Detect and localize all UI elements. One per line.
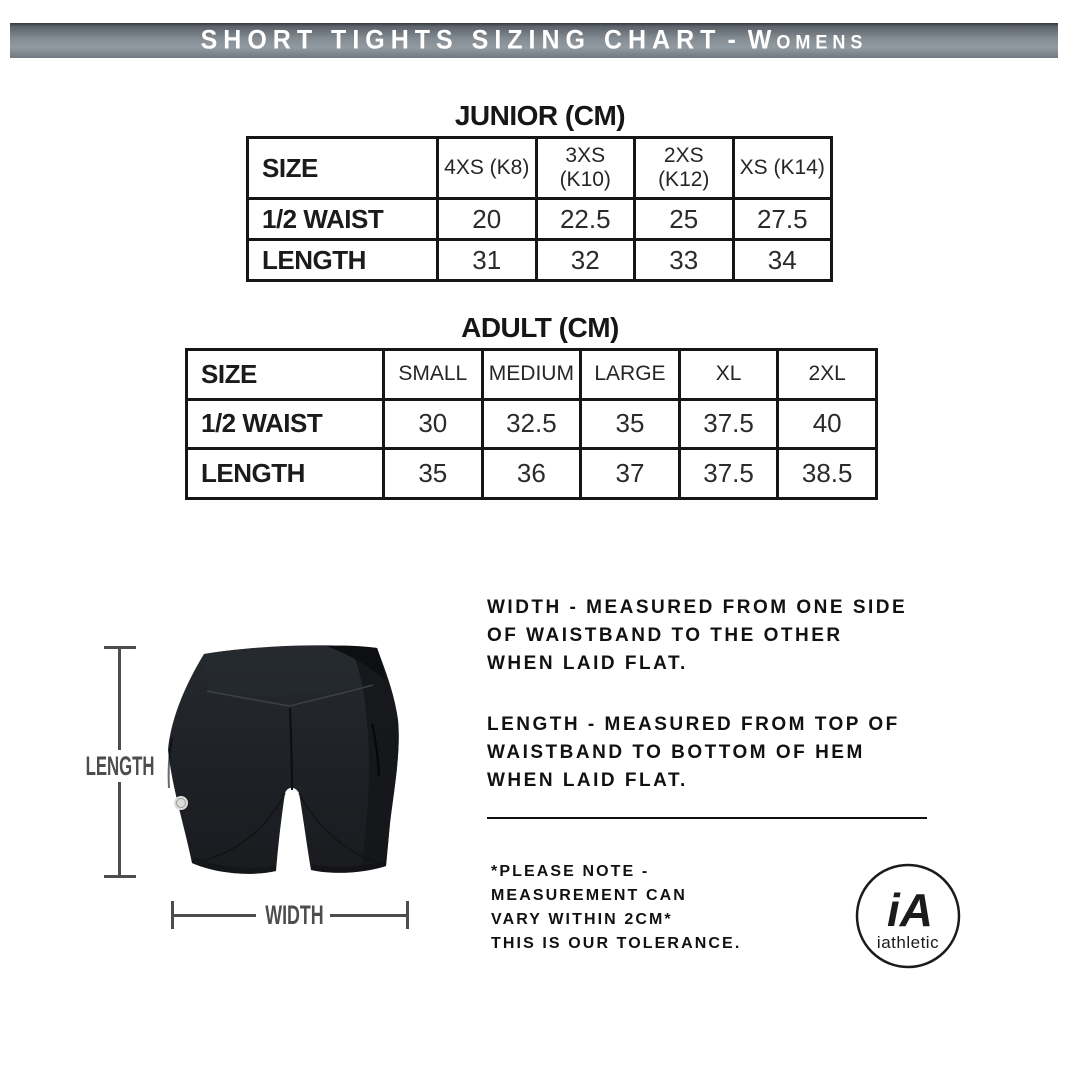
table-header-row — [248, 138, 832, 199]
text-line: OF WAISTBAND TO THE OTHER — [487, 625, 843, 646]
value-cell: 20 — [438, 199, 537, 240]
text-line: LENGTH - MEASURED FROM TOP OF — [487, 714, 900, 735]
row-label-cell: SIZE — [187, 350, 384, 400]
adult-table-title: ADULT (CM) — [461, 312, 619, 343]
width-line-right-cap — [406, 901, 409, 929]
size-header-cell: XS (K14) — [733, 138, 832, 199]
logo-mark: iA — [887, 884, 933, 936]
value-cell: 31 — [438, 240, 537, 281]
adult-size-table — [185, 348, 878, 500]
value-cell: 27.5 — [733, 199, 832, 240]
junior-table-title: JUNIOR (CM) — [454, 100, 626, 131]
text-line: WHEN LAID FLAT. — [487, 770, 688, 791]
text-line: *PLEASE NOTE - — [491, 863, 650, 880]
page-title-gender: Womens — [747, 24, 868, 56]
junior-size-table — [246, 136, 833, 282]
text-line: MEASUREMENT CAN — [491, 887, 687, 904]
value-cell: 36 — [482, 449, 581, 499]
value-cell: 35 — [581, 399, 680, 449]
width-description — [487, 594, 907, 678]
table-row — [248, 199, 832, 240]
header-bar — [10, 23, 1058, 58]
text-line: WIDTH - MEASURED FROM ONE SIDE — [487, 597, 908, 618]
page-title — [201, 25, 868, 56]
brand-logo — [854, 860, 962, 972]
row-label-cell: LENGTH — [187, 449, 384, 499]
text-line: VARY WITHIN 2CM* — [491, 911, 673, 928]
page-title-separator: - — [727, 24, 742, 56]
page-title-main: SHORT TIGHTS SIZING CHART — [200, 24, 722, 56]
row-label-cell: 1/2 WAIST — [248, 199, 438, 240]
value-cell: 34 — [733, 240, 832, 281]
text-line: THIS IS OUR TOLERANCE. — [491, 935, 742, 952]
value-cell: 40 — [778, 399, 877, 449]
width-line-right-segment — [330, 914, 406, 917]
value-cell: 37 — [581, 449, 680, 499]
length-line-bottom-cap — [104, 875, 136, 878]
table-row — [187, 449, 877, 499]
shorts-product-image — [158, 640, 414, 882]
size-header-cell: MEDIUM — [482, 350, 581, 400]
value-cell: 35 — [384, 449, 483, 499]
size-header-cell: SMALL — [384, 350, 483, 400]
length-line-lower-segment — [118, 782, 121, 875]
table-row — [248, 240, 832, 281]
width-measure-label: WIDTH — [265, 900, 324, 930]
value-cell: 38.5 — [778, 449, 877, 499]
size-header-cell: 2XS (K12) — [635, 138, 734, 199]
tolerance-note — [491, 860, 741, 956]
width-line-left-segment — [174, 914, 256, 917]
value-cell: 37.5 — [679, 399, 778, 449]
logo-name: iathletic — [876, 933, 940, 952]
text-line: WHEN LAID FLAT. — [487, 653, 688, 674]
length-description — [487, 711, 900, 795]
table-row — [187, 399, 877, 449]
value-cell: 32.5 — [482, 399, 581, 449]
size-header-cell: 4XS (K8) — [438, 138, 537, 199]
divider-line — [487, 817, 927, 819]
value-cell: 25 — [635, 199, 734, 240]
size-header-cell: LARGE — [581, 350, 680, 400]
value-cell: 22.5 — [536, 199, 635, 240]
value-cell: 32 — [536, 240, 635, 281]
value-cell: 30 — [384, 399, 483, 449]
length-measure-label: LENGTH — [85, 751, 155, 781]
row-label-cell: 1/2 WAIST — [187, 399, 384, 449]
size-header-cell: 3XS (K10) — [536, 138, 635, 199]
text-line: WAISTBAND TO BOTTOM OF HEM — [487, 742, 865, 763]
length-line-upper-segment — [118, 649, 121, 750]
row-label-cell: SIZE — [248, 138, 438, 199]
row-label-cell: LENGTH — [248, 240, 438, 281]
value-cell: 33 — [635, 240, 734, 281]
table-header-row — [187, 350, 877, 400]
size-header-cell: 2XL — [778, 350, 877, 400]
size-header-cell: XL — [679, 350, 778, 400]
value-cell: 37.5 — [679, 449, 778, 499]
